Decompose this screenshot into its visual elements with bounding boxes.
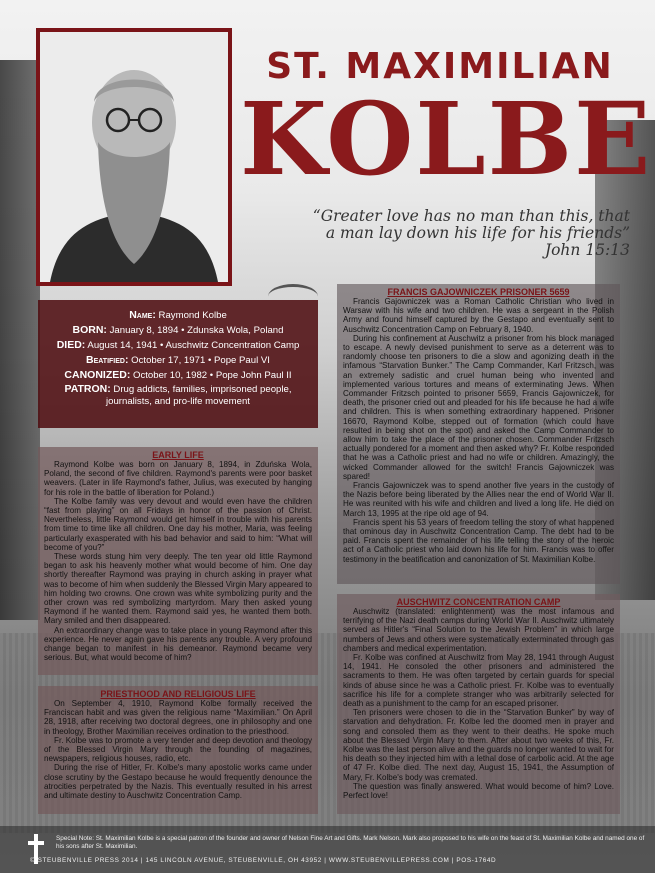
info-beatified: Beatified: October 17, 1971 • Pope Paul VI	[86, 354, 270, 366]
footer	[0, 826, 655, 873]
footer-address: © STEUBENVILLE PRESS 2014 | 145 LINCOLN AVENUE, STEUBENVILLE, OH 43952 | WWW.STEUBENVILLEPRESS.COM | POS-1764D	[30, 857, 497, 864]
section-heading: FRANCIS GAJOWNICZEK PRISONER 5659	[387, 287, 570, 297]
quote-line1: “Greater love has no man than this, that	[312, 207, 630, 225]
paragraph: Fr. Kolbe was to promote a very tender and deep devotion and theology of the Blessed Virgin Mary through the founding of magazines, newspapers, religious houses, radio, etc.	[44, 735, 312, 764]
title-line2: KOLBE	[240, 80, 653, 198]
paragraph: During the rise of Hitler, Fr. Kolbe's many apostolic works came under close scrutiny by the Gestapo because he would frequently denounce the atrocities perpetrated by the Nazis. This eventually resulted in his arrest and ultimate destiny to Auschwitz Concentration Camp.	[44, 763, 312, 801]
paragraph: Ten prisoners were chosen to die in the “Starvation Bunker” by way of starvation and dehydration. Fr. Kolbe led the doomed men in prayer and song and consoled them as they went to their deaths. He spoke much about the Blessed Virgin Mary to them. After about two weeks of this, Fr. Kolbe was the last person alive and the guards no longer wanted to wait for his death so they injected him with a lethal dose of carbolic acid. At the age of 47 Fr. Kolbe died. The next day, August 15, 1941, the Assumption of Mary, Fr. Kolbe's body was cremated.	[343, 708, 614, 782]
info-patron: PATRON: Drug addicts, families, imprisoned people, journalists, and pro-life movement	[64, 383, 292, 407]
section-heading: PRIESTHOOD AND RELIGIOUS LIFE	[100, 689, 256, 699]
info-born: BORN: January 8, 1894 • Zdunska Wola, Poland	[72, 324, 284, 336]
paragraph: Francis Gajowniczek was a Roman Catholic Christian who lived in Warsaw with his wife and two children. He was a sergeant in the Polish Army and found himself captured by the Gestapo and eventually sent to Auschwitz Concentration Camp on February 8, 1940.	[343, 297, 614, 334]
info-box	[38, 300, 318, 428]
francis-section	[337, 284, 620, 584]
paragraph: Fr. Kolbe was confined at Auschwitz from May 28, 1941 through August 14, 1941. He consoled the other prisoners and administered the sacraments to them. He was often targeted by certain guards for special kinds of abuse since he was a Catholic priest. Fr. Kolbe was to eventually sacrifice his life for a complete stranger who was arbitrarily selected for death as a punishment to the camp for an escaped prisoner.	[343, 653, 614, 709]
early-life-section	[38, 447, 318, 675]
info-canonized: CANONIZED: October 10, 1982 • Pope John Paul II	[64, 369, 292, 381]
scripture-quote	[250, 208, 630, 259]
section-heading: AUSCHWITZ CONCENTRATION CAMP	[396, 597, 561, 607]
paragraph: The Kolbe family was very devout and would even have the children “fast from playing” on all Fridays in honor of the passion of Christ. Nevertheless, little Raymond would get himself in trouble with his parents from time to time like all children. One day his mother, Maria, was feeling particularly exasperated with his bad behavior and said to him: “What will become of you?”	[44, 496, 312, 552]
footer-note: Special Note: St. Maximilian Kolbe is a special patron of the founder and owner of Nelson Fine Art and Gifts. Mark Nelson. Mark also proposed to his wife on the feast of St. Maximilian Kolbe and named one of his sons after St. Maximilian.	[56, 835, 645, 850]
paragraph: Francis spent his 53 years of freedom telling the story of what happened that ominous day in Auschwitz Concentration Camp. The debt had to be paid. Francis spent the remainder of his life telling the story of the heroic act of a Catholic priest who laid down his life for him. Francis was to offer testimony in the beatification and canonization of St. Maximilian Kolbe.	[343, 517, 614, 564]
paragraph: Francis Gajowniczek was to spend another five years in the custody of the Nazis before being liberated by the Allies near the end of World War II. He was reunited with his wife and children and lived a long life. He died on March 13, 1995 at the ripe old age of 94.	[343, 481, 614, 518]
section-heading: EARLY LIFE	[152, 450, 204, 460]
quote-line2: a man lay down his life for his friends”	[325, 224, 630, 242]
info-died: DIED: August 14, 1941 • Auschwitz Concentration Camp	[56, 339, 300, 351]
quote-reference: John 15:13	[544, 241, 630, 259]
paragraph: Raymond Kolbe was born on January 8, 1894, in Zduńska Wola, Poland, the second of five children. Raymond's parents were poor basket weavers. (Later in life Raymond's father, Julius, was executed by hanging for his role in the battle of liberation for Poland.)	[44, 460, 312, 497]
title-line1: ST. MAXIMILIAN	[266, 46, 614, 87]
paragraph: These words stung him very deeply. The ten year old little Raymond began to ask his heavenly mother what would become of him. One day shortly thereafter Raymond was praying in church asking in prayer what was to become of him when suddenly the Blessed Virgin Mary appeared to him holding two crowns. One crown was white symbolizing purity and the other crown was red symbolizing martyrdom. Mary then asked young Raymond if he wanted them. Raymond said yes, he wanted them both. Mary smiled and then disappeared.	[44, 552, 312, 626]
paragraph: During his confinement at Auschwitz a prisoner from his block managed to escape. A newly devised punishment to serve as a deterrent was to randomly choose ten prisoners to die a slow and agonizing death in the infamous “Starvation Bunker.” The Camp Commander, Karl Fritzsch, was an extremely sadistic and cruel human being who invented and implemented various tortures and means of exterminating Jews. When Commander Fritzsch pointed to prisoner 5659, Francis Gajowniczek, for death, the prisoner cried out and pleaded for his life because he had a wife and children. This is when something extraordinary happened. Prisoner 16670, Raymond Kolbe, stepped out of formation (which could have resulted in being shot on the spot) and asked the Camp Commander to allow him to take the place of the prisoner chosen. Commander Fritzsch actually pondered for a moment and then asked why? Fr. Kolbe responded that he was a Catholic priest and had no wife or children. Amazingly, the wicked Commander allowed for the switch! Francis Gajowniczek was spared!	[343, 333, 614, 481]
paragraph: Auschwitz (translated: enlightenment) was the most infamous and terrifying of the Nazi death camps during World War II. Auschwitz ultimately served as Hitler's “Final Solution to the Jewish Problem” in which large numbers of Jews and others were systematically exterminated through gas chambers and medical experimentation.	[343, 607, 614, 653]
info-name: Name: Raymond Kolbe	[129, 309, 227, 321]
priesthood-section	[38, 686, 318, 814]
auschwitz-section	[337, 594, 620, 814]
building-left	[0, 60, 40, 620]
paragraph: An extraordinary change was to take place in young Raymond after this experience. He never again gave his parents any trouble. A very profound change began to manifest in his demeanor. Raymond became very serious. But, what would become of him?	[44, 625, 312, 663]
paragraph: On September 4, 1910, Raymond Kolbe formally received the Franciscan habit and was given the religious name “Maximilian.” On April 28, 1918, after receiving two doctoral degrees, one in philosophy and one in theology, Brother Maximilian receives ordination to the priesthood.	[44, 699, 312, 736]
portrait-photo	[36, 28, 232, 286]
paragraph: The question was finally answered. What would become of him? Love. Perfect love!	[343, 781, 614, 801]
